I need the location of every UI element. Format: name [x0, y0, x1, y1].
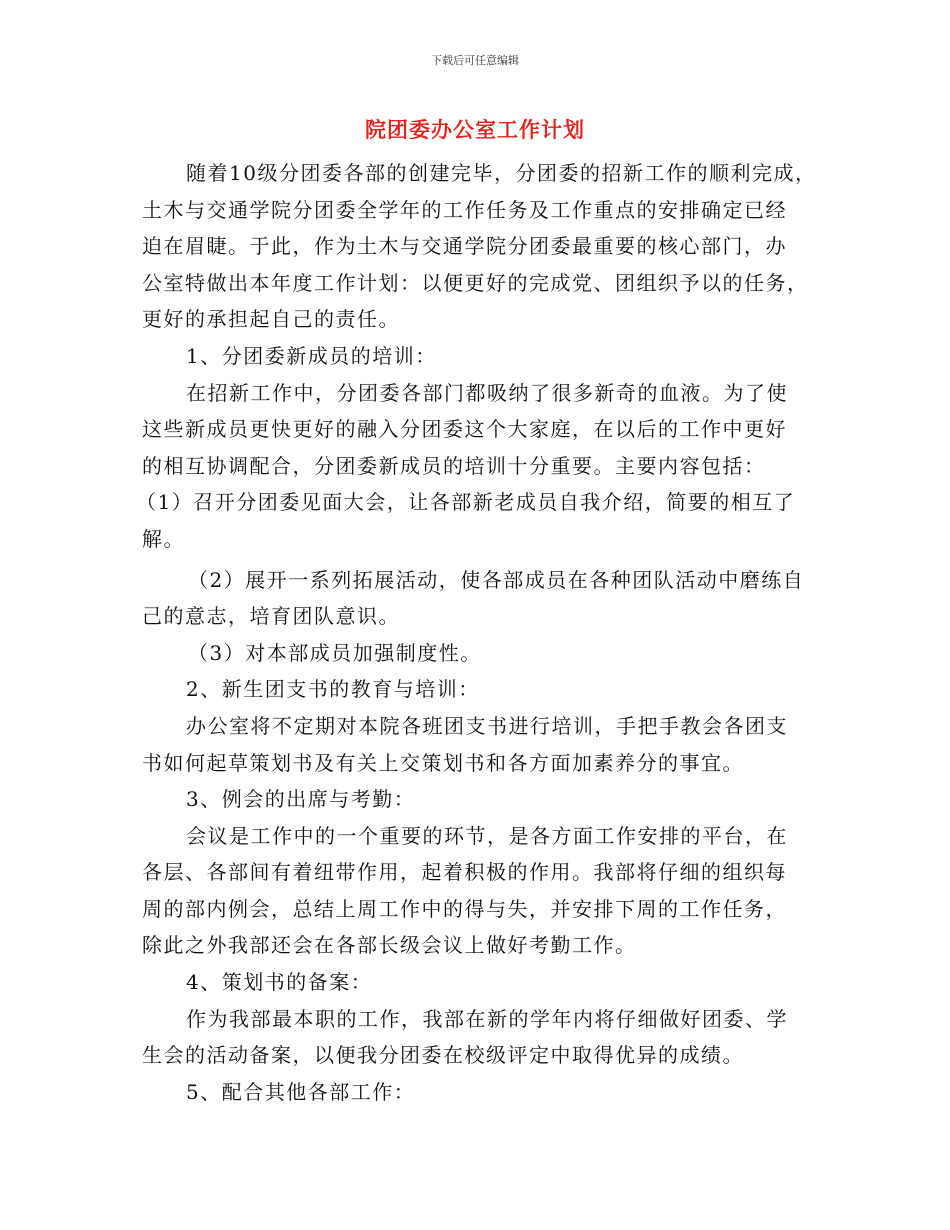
paragraph-line: 办公室将不定期对本院各班团支书进行培训，手把手教会各团支 — [186, 713, 788, 738]
paragraph-line: 随着10级分团委各部的创建完毕，分团委的招新工作的顺利完成， — [186, 161, 817, 185]
paragraph-line: 己的意志，培育团队意识。 — [142, 604, 400, 629]
paragraph-line: 解。 — [142, 526, 185, 551]
header-note: 下载后可任意编辑 — [431, 54, 519, 67]
list-item: （3）对本部成员加强制度性。 — [188, 640, 482, 665]
document-title: 院团委办公室工作计划 — [365, 118, 585, 142]
paragraph-line: 书如何起草策划书及有关上交策划书和各方面加素养分的事宜。 — [142, 750, 744, 775]
paragraph-line: 作为我部最本职的工作，我部在新的学年内将仔细做好团委、学 — [186, 1006, 788, 1031]
paragraph-line: 会议是工作中的一个重要的环节，是各方面工作安排的平台，在 — [186, 823, 788, 848]
paragraph-line: 各层、各部间有着纽带作用，起着积极的作用。我部将仔细的组织每 — [142, 860, 787, 885]
paragraph-line: 迫在眉睫。于此，作为土木与交通学院分团委最重要的核心部门，办 — [142, 234, 787, 259]
paragraph-line: 除此之外我部还会在各部长级会议上做好考勤工作。 — [142, 933, 637, 958]
document-body — [136, 155, 822, 1110]
section-heading: 1、分团委新成员的培训： — [186, 343, 437, 368]
paragraph-line: 在招新工作中，分团委各部门都吸纳了很多新奇的血液。为了使 — [186, 380, 788, 405]
section-heading: 3、例会的出席与考勤： — [186, 787, 416, 812]
paragraph-line: 这些新成员更快更好的融入分团委这个大家庭，在以后的工作中更好 — [142, 417, 787, 442]
section-heading: 2、新生团支书的教育与培训： — [186, 677, 480, 702]
paragraph-line: 的相互协调配合，分团委新成员的培训十分重要。主要内容包括： — [142, 453, 766, 478]
list-item: （1）召开分团委见面大会，让各部新老成员自我介绍，简要的相互了 — [136, 490, 796, 515]
section-heading: 5、配合其他各部工作： — [186, 1079, 416, 1104]
paragraph-line: 公室特做出本年度工作计划：以便更好的完成党、团组织予以的任务， — [142, 270, 809, 295]
list-item: （2）展开一系列拓展活动，使各部成员在各种团队活动中磨练自 — [188, 567, 805, 592]
paragraph-line: 周的部内例会，总结上周工作中的得与失，并安排下周的工作任务， — [142, 896, 787, 921]
paragraph-line: 更好的承担起自己的责任。 — [142, 307, 400, 332]
section-heading: 4、策划书的备案： — [186, 970, 373, 995]
paragraph-line: 生会的活动备案，以便我分团委在校级评定中取得优异的成绩。 — [142, 1043, 744, 1068]
paragraph-line: 土木与交通学院分团委全学年的工作任务及工作重点的安排确定已经 — [142, 197, 787, 222]
